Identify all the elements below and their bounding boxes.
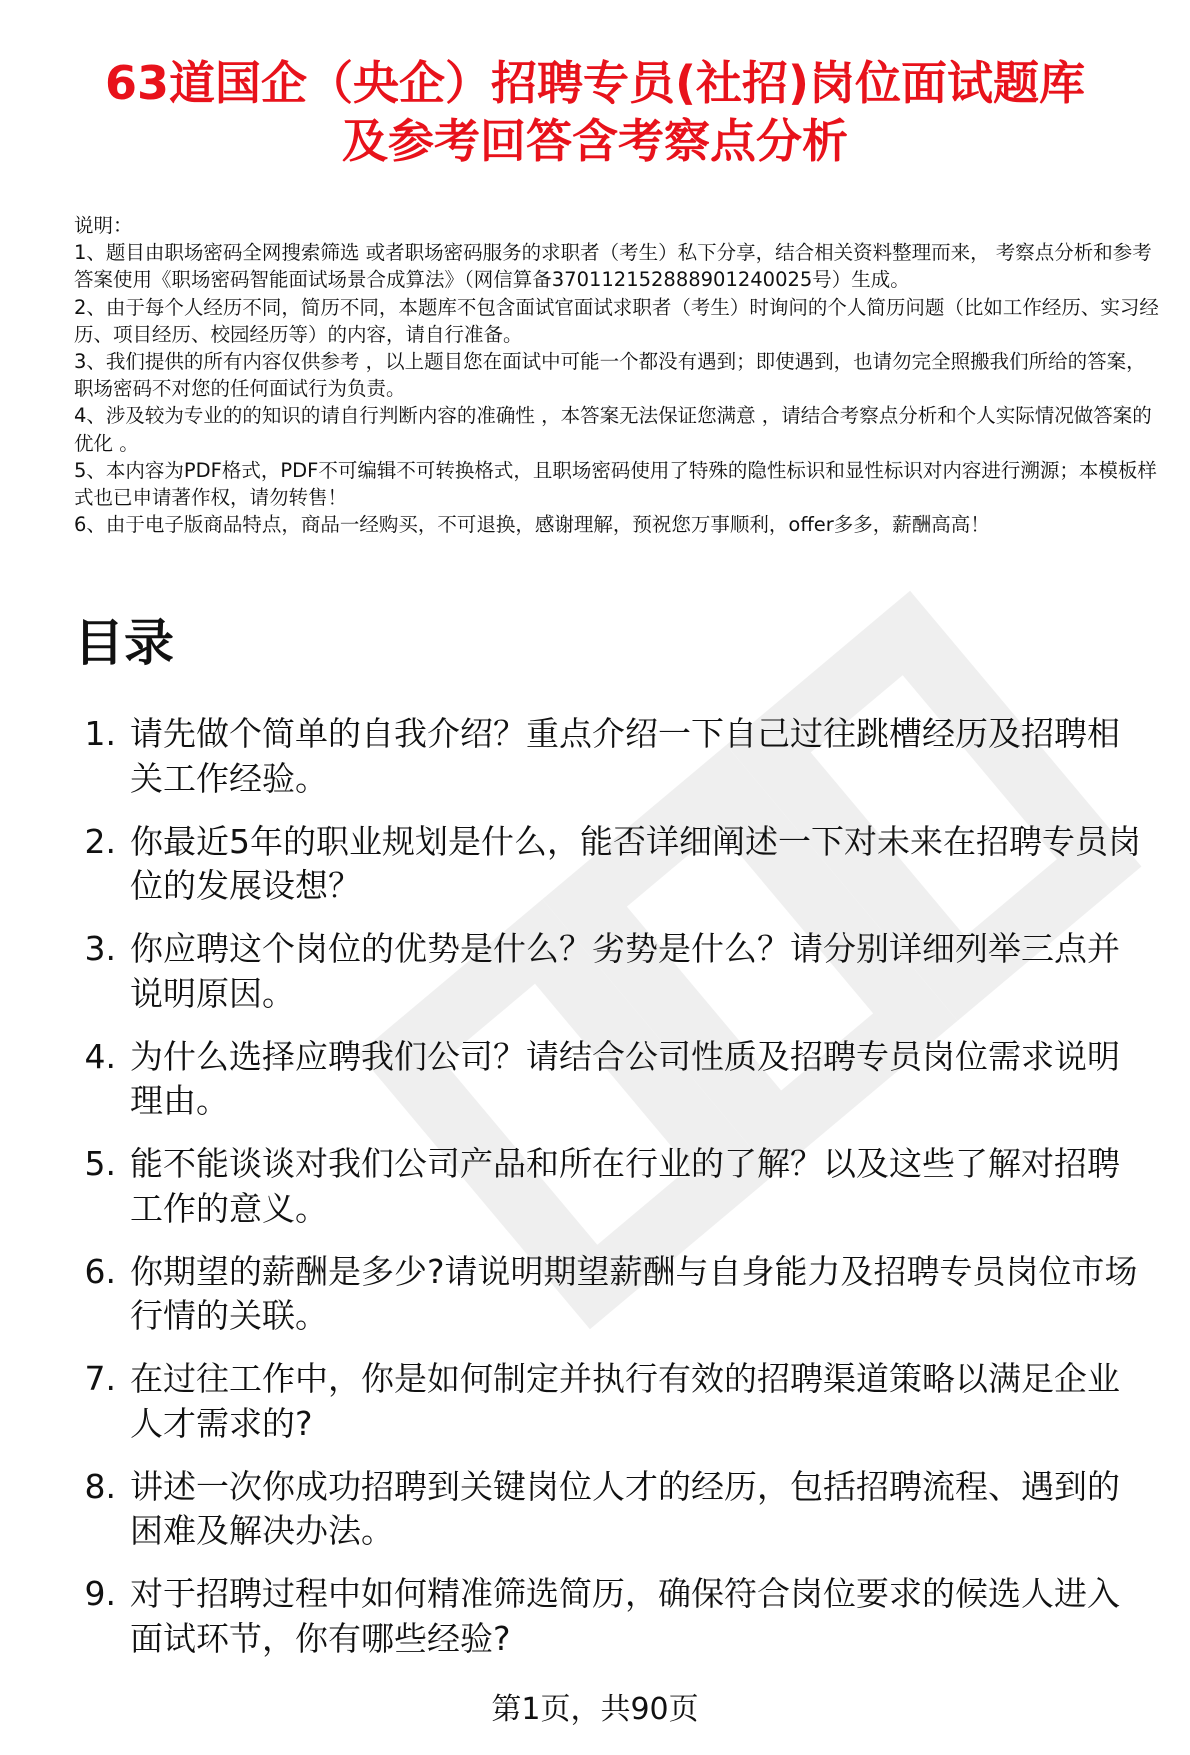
page-number-footer: 第1页，共90页 [491,1692,699,1727]
toc-list [74,712,1174,1680]
note-item: 6、由于电子版商品特点，商品一经购买，不可退换，感谢理解，预祝您万事顺利，offer多多，薪酬高高！ [74,513,990,537]
toc-item[interactable] [74,927,1174,1016]
toc-item-text: 在过往工作中，你是如何制定并执行有效的招聘渠道策略以满足企业人才需求的? [130,1359,1120,1443]
toc-item-text: 讲述一次你成功招聘到关键岗位人才的经历，包括招聘流程、遇到的困难及解决办法。 [130,1466,1120,1550]
notes-heading: 说明： [74,214,133,237]
note-item: 2、由于每个人经历不同，简历不同，本题库不包含面试官面试求职者（考生）时询问的个人简历问题（比如工作经历、实习经历、项目经历、校园经历等）的内容，请自行准备。 [74,295,1159,346]
toc-item[interactable] [74,1465,1174,1554]
title-line-2: 及参考回答含考察点分析 [342,114,848,168]
toc-item-number: 4. [84,1036,116,1076]
toc-item-number: 9. [84,1574,116,1613]
toc-item-number: 8. [84,1466,116,1506]
toc-item-text: 对于招聘过程中如何精准筛选简历，确保符合岗位要求的候选人进入面试环节，你有哪些经验? [130,1574,1120,1658]
document-title [40,54,1150,170]
note-item: 4、涉及较为专业的的知识的请自行判断内容的准确性 ，本答案无法保证您满意 ，请结合考察点分析和个人实际情况做答案的优化 。 [74,404,1152,455]
toc-item-text: 你最近5年的职业规划是什么，能否详细阐述一下对未来在招聘专员岗位的发展设想？ [130,821,1141,905]
toc-item[interactable] [74,1142,1174,1231]
toc-item-text: 你应聘这个岗位的优势是什么？劣势是什么？请分别详细列举三点并说明原因。 [130,929,1120,1013]
toc-item-number: 1. [84,714,116,753]
toc-item-number: 5. [84,1144,116,1183]
toc-item[interactable] [74,712,1174,801]
toc-item-number: 2. [84,821,116,861]
toc-item-number: 7. [84,1359,116,1398]
toc-item[interactable] [74,820,1174,909]
toc-item[interactable] [74,1357,1174,1446]
toc-item-text: 你期望的薪酬是多少?请说明期望薪酬与自身能力及招聘专员岗位市场行情的关联。 [130,1251,1138,1335]
notes-section [74,212,1164,538]
note-item: 1、题目由职场密码全网搜索筛选 或者职场密码服务的求职者（考生）私下分享，结合相关资料整理而来， 考察点分析和参考答案使用《职场密码智能面试场景合成算法》（网信算备370112152888901240025号）生成。 [74,241,1152,292]
toc-item[interactable] [74,1250,1174,1339]
toc-item[interactable] [74,1572,1174,1661]
note-item: 5、本内容为PDF格式，PDF不可编辑不可转换格式，且职场密码使用了特殊的隐性标识和显性标识对内容进行溯源；本模板样式也已申请著作权，请勿转售！ [74,458,1157,510]
toc-item-number: 3. [84,929,116,968]
title-line-1: 63道国企（央企）招聘专员(社招)岗位面试题库 [104,56,1086,110]
toc-item-text: 请先做个简单的自我介绍？重点介绍一下自己过往跳槽经历及招聘相关工作经验。 [130,714,1120,798]
note-item: 3、我们提供的所有内容仅供参考 ，以上题目您在面试中可能一个都没有遇到；即使遇到，也请勿完全照搬我们所给的答案，职场密码不对您的任何面试行为负责。 [74,350,1146,401]
toc-item-number: 6. [84,1251,116,1291]
toc-item[interactable] [74,1035,1174,1124]
toc-heading: 目录 [74,614,174,672]
toc-item-text: 为什么选择应聘我们公司？请结合公司性质及招聘专员岗位需求说明理由。 [130,1036,1120,1120]
toc-item-text: 能不能谈谈对我们公司产品和所在行业的了解？以及这些了解对招聘工作的意义。 [130,1144,1120,1228]
